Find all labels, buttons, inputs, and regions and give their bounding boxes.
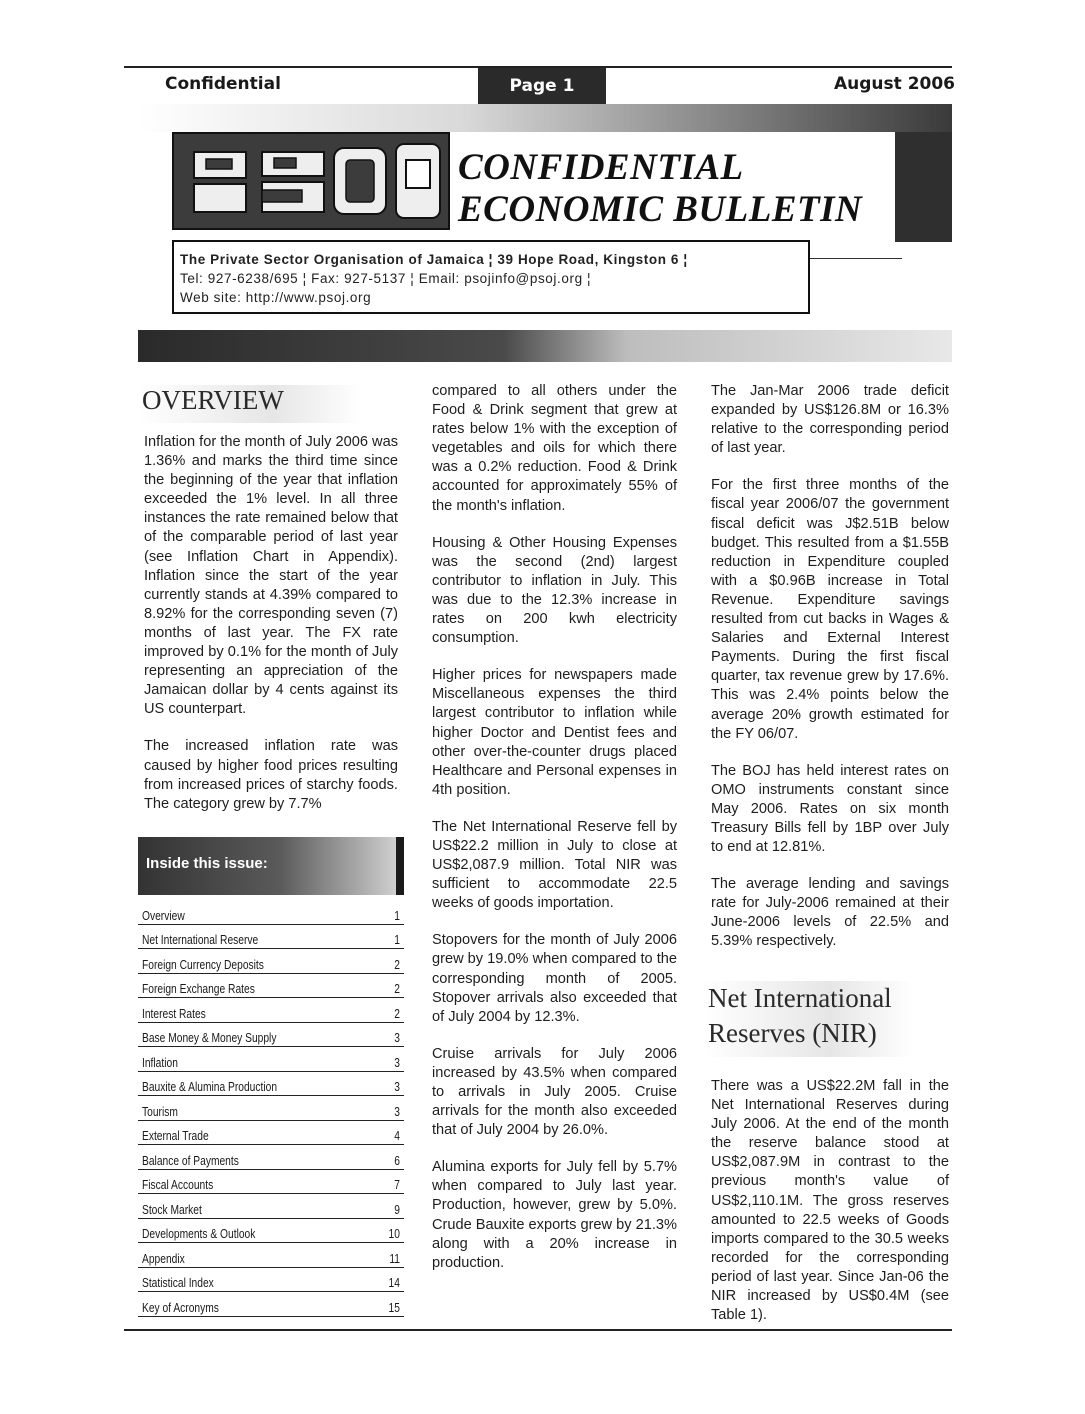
toc-label: Developments & Outlook [142, 1227, 256, 1241]
banner-top-band [138, 104, 952, 132]
toc-page: 3 [394, 1031, 400, 1045]
header-confidential: Confidential [165, 74, 281, 94]
middle-paragraph-4: The Net International Reserve fell by US$22.2 million in July to close at US$2,087.9 million. Total NIR was sufficient to accommodate 22.5 weeks of goods importation. [432, 818, 677, 912]
psoj-logo [172, 132, 450, 230]
inside-issue-list [138, 900, 404, 1317]
toc-page: 2 [394, 957, 400, 972]
toc-row [138, 1145, 404, 1170]
right-paragraph-1: The Jan-Mar 2006 trade deficit expanded by US$126.8M or 16.3% relative to the corresponding period of last year. [711, 383, 949, 457]
toc-label: Inflation [142, 1055, 178, 1070]
middle-paragraph-1: compared to all others under the Food & Drink segment that grew at rates below 1% with the exception of vegetables and oils for which there was a 0.2% reduction. Food & Drink accounted for approximately 55% of the month's inflation. [432, 383, 677, 514]
middle-paragraph-7: Alumina exports for July fell by 5.7% when compared to July last year. Production, however, grew by 5.0%. Crude Bauxite exports grew by 21.3% along with a 20% increase in production. [432, 1159, 677, 1271]
nir-heading [704, 981, 914, 1057]
toc-row [138, 1219, 404, 1244]
header-page-number: Page 1 [478, 68, 606, 104]
toc-label: Interest Rates [142, 1006, 206, 1021]
middle-paragraph-5: Stopovers for the month of July 2006 grew by 19.0% when compared to the corresponding month of 2005. Stopover arrivals also exceeded that of July 2004 by 12.3%. [432, 932, 677, 1025]
overview-heading: OVERVIEW [138, 385, 362, 423]
toc-row [138, 949, 404, 974]
psoj-logo-mark [174, 134, 448, 228]
toc-label: Overview [142, 908, 185, 923]
middle-paragraph-6: Cruise arrivals for July 2006 increased by 43.5% when compared to arrivals in July 2005. Cruise arrivals for the month also exceeded that of July 2004 by 26.0%. [432, 1045, 677, 1139]
nir-heading-line2: Reserves (NIR) [708, 1018, 877, 1048]
toc-row [138, 1170, 404, 1195]
toc-page: 7 [394, 1178, 400, 1192]
contact-phone-fax-email: Tel: 927-6238/695 ¦ Fax: 927-5137 ¦ Email: psojinfo@psoj.org ¦ [180, 271, 592, 286]
toc-label: Appendix [142, 1251, 185, 1266]
toc-label: Foreign Exchange Rates [142, 982, 255, 996]
toc-label: Key of Acronyms [142, 1300, 219, 1315]
overview-paragraph-2: The increased inflation rate was caused by higher food prices resulting from increased prices of starchy foods. The category grew by 7.7% [144, 738, 398, 812]
right-paragraph-2: For the first three months of the fiscal year 2006/07 the government fiscal deficit was J$2.51B below budget. This resulted from a $1.55B reduction in Expenditure coupled with a $0.96B increase in Total Revenue. Expenditure savings resulted from cut backs in Wages & Salaries and External Interest Payments. During the first fiscal quarter, tax revenue grew by 17.6%. This was 2.4% points below the average 20% growth estimated for the FY 06/07. [711, 477, 949, 742]
toc-label: Base Money & Money Supply [142, 1031, 277, 1045]
inside-issue-heading: Inside this issue: [138, 837, 404, 895]
toc-row [138, 1121, 404, 1146]
toc-label: Bauxite & Alumina Production [142, 1080, 278, 1094]
toc-page: 14 [388, 1276, 400, 1290]
overview-column [144, 433, 398, 814]
banner-bottom-band [138, 330, 952, 362]
toc-row [138, 900, 404, 925]
toc-label: Fiscal Accounts [142, 1178, 214, 1192]
footer-rule [124, 1329, 952, 1331]
toc-page: 3 [394, 1055, 400, 1070]
middle-paragraph-3: Higher prices for newspapers made Miscellaneous expenses the third largest contributor to inflation while higher Doctor and Dentist fees and other over-the-counter drugs placed Healthcare and Personal expenses in 4th position. [432, 667, 677, 798]
contact-website: Web site: http://www.psoj.org [180, 290, 372, 305]
toc-row [138, 1243, 404, 1268]
toc-page: 9 [394, 1202, 400, 1217]
toc-label: External Trade [142, 1129, 209, 1143]
toc-row [138, 1268, 404, 1293]
toc-page: 11 [389, 1251, 400, 1266]
toc-row [138, 974, 404, 999]
middle-column [432, 382, 677, 1273]
toc-page: 1 [394, 908, 400, 923]
toc-page: 15 [388, 1300, 400, 1315]
toc-row [138, 925, 404, 950]
toc-row [138, 1047, 404, 1072]
toc-page: 4 [394, 1129, 400, 1143]
toc-page: 3 [394, 1080, 400, 1094]
toc-label: Statistical Index [142, 1276, 214, 1290]
toc-page: 6 [394, 1153, 400, 1168]
bulletin-title-line1: CONFIDENTIAL [458, 147, 744, 188]
contact-side-rule [810, 258, 902, 259]
toc-page: 1 [394, 933, 400, 947]
header-date: August 2006 [834, 74, 956, 94]
right-column-nir [711, 1077, 949, 1325]
right-column-top [711, 382, 949, 952]
overview-paragraph-1: Inflation for the month of July 2006 was 1.36% and marks the third time since the beginning of the year that inflation exceeded the 1% level. In all three instances the rate remained below that of the comparable period of last year (see Inflation Chart in Appendix). Inflation since the start of the year currently stands at 4.39% compared to 8.92% for the corresponding seven (7) months of last year. The FX rate improved by 0.1% for the month of July representing an appreciation of the Jamaican dollar by 4 cents against its US counterpart. [144, 434, 398, 718]
right-paragraph-4: The average lending and savings rate for July-2006 remained at their June-2006 levels of 22.5% and 5.39% respectively. [711, 876, 949, 950]
toc-label: Stock Market [142, 1202, 202, 1217]
toc-row [138, 998, 404, 1023]
toc-page: 3 [394, 1104, 400, 1119]
nir-heading-line1: Net International [708, 983, 892, 1013]
contact-org-address: The Private Sector Organisation of Jamaica ¦ 39 Hope Road, Kingston 6 ¦ [180, 252, 688, 267]
middle-paragraph-2: Housing & Other Housing Expenses was the second (2nd) largest contributor to inflation in July. This was due to the 12.3% increase in rates on 200 kwh electricity consumption. [432, 534, 677, 647]
toc-row [138, 1194, 404, 1219]
toc-label: Foreign Currency Deposits [142, 957, 264, 972]
toc-page: 10 [388, 1227, 400, 1241]
toc-row [138, 1096, 404, 1121]
toc-row [138, 1072, 404, 1097]
bulletin-title-line2: ECONOMIC BULLETIN [458, 189, 863, 230]
toc-page: 2 [394, 1006, 400, 1021]
toc-row [138, 1023, 404, 1048]
toc-page: 2 [394, 982, 400, 996]
toc-label: Tourism [142, 1104, 178, 1119]
banner-right-block [895, 132, 952, 242]
right-paragraph-3: The BOJ has held interest rates on OMO instruments constant since May 2006. Rates on six month Treasury Bills fell by 1BP over July to end at 12.81%. [711, 762, 949, 856]
toc-label: Balance of Payments [142, 1153, 239, 1168]
toc-row [138, 1292, 404, 1317]
nir-paragraph: There was a US$22.2M fall in the Net International Reserves during July 2006. At the end of the month the reserve balance stood at US$2,087.9M in contrast to the previous month's value of US$2,110.1M. The gross reserves amounted to 22.5 weeks of Goods imports compared to the 30.5 weeks recorded for the corresponding period of last year. Since Jan-06 the NIR increased by US$0.4M (see Table 1). [711, 1078, 949, 1324]
toc-label: Net International Reserve [142, 933, 259, 947]
contact-box [172, 240, 810, 314]
